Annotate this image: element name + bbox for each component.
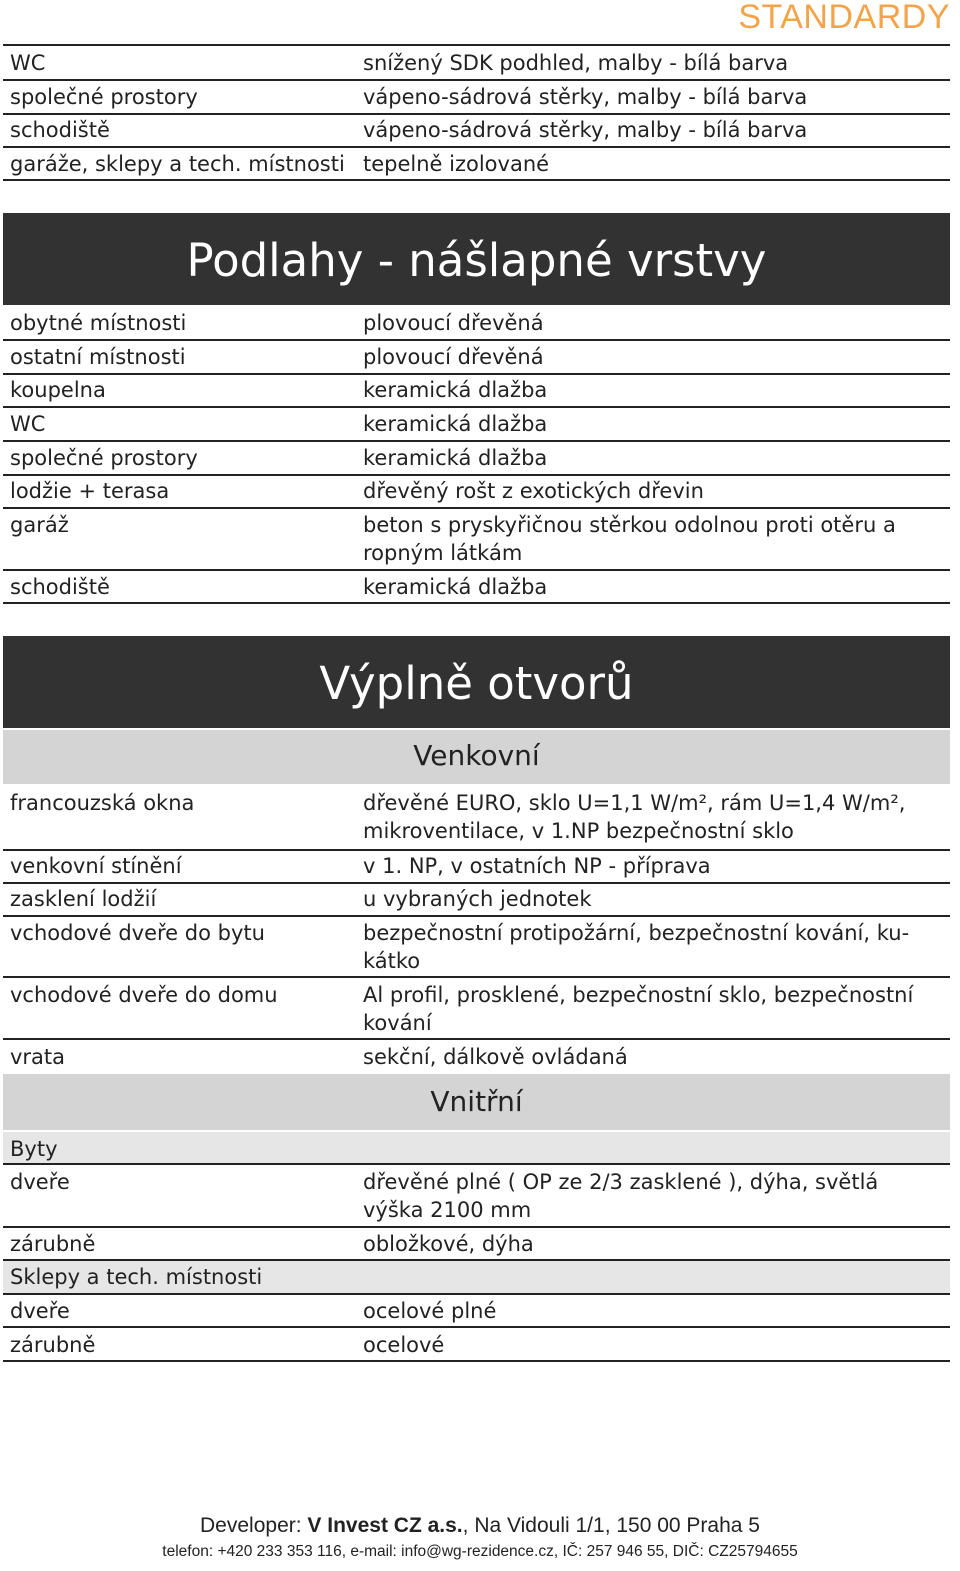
- opening-label: francouzská okna: [10, 791, 195, 815]
- opening-label: dveře: [10, 1299, 70, 1323]
- row-divider: [3, 1360, 950, 1362]
- ceiling-value-garage: tepelně izolované: [363, 152, 550, 176]
- row-divider: [3, 915, 950, 917]
- ceiling-label-wc: WC: [10, 51, 46, 75]
- opening-value: obložkové, dýha: [363, 1232, 534, 1256]
- developer-prefix: Developer:: [200, 1514, 302, 1537]
- opening-value: ocelové plné: [363, 1299, 497, 1323]
- openings-title: Výplně otvorů: [319, 657, 634, 710]
- floor-label: lodžie + terasa: [10, 479, 170, 503]
- opening-label: zasklení lodžií: [10, 887, 157, 911]
- opening-value: sekční, dálkově ovládaná: [363, 1045, 628, 1069]
- row-divider: [3, 113, 950, 115]
- floor-label: ostatní místnosti: [10, 345, 186, 369]
- row-divider: [3, 882, 950, 884]
- opening-value: v 1. NP, v ostatních NP - příprava: [363, 854, 711, 878]
- interior-subheader: Vnitřní: [3, 1074, 950, 1130]
- floors-title: Podlahy - nášlapné vrstvy: [186, 234, 767, 287]
- opening-label: zárubně: [10, 1333, 96, 1357]
- floor-label: obytné místnosti: [10, 311, 187, 335]
- opening-value: dřevěné EURO, sklo U=1,1 W/m², rám U=1,4 W/m², mikroventilace, v 1.NP bezpečnostní sklo: [363, 791, 906, 843]
- ceiling-value-wc: snížený SDK podhled, malby - bílá barva: [363, 51, 789, 75]
- floor-value: beton s pryskyřičnou stěrkou odolnou proti otěru a ropným látkám: [363, 513, 896, 565]
- footer-developer: [0, 1514, 960, 1538]
- footer-contact: telefon: +420 233 353 116, e-mail: info@wg-rezidence.cz, IČ: 257 946 55, DIČ: CZ25794655: [162, 1543, 798, 1560]
- opening-label: dveře: [10, 1170, 70, 1194]
- row-divider: [3, 1326, 950, 1328]
- exterior-subheader: Venkovní: [3, 730, 950, 784]
- opening-label: vchodové dveře do bytu: [10, 921, 265, 945]
- row-divider: [3, 602, 950, 604]
- floor-value: keramická dlažba: [363, 446, 548, 470]
- floor-label: společné prostory: [10, 446, 198, 470]
- row-divider: [3, 976, 950, 978]
- floor-label: garáž: [10, 513, 69, 537]
- group-label: Sklepy a tech. místnosti: [10, 1265, 263, 1289]
- floor-label: WC: [10, 412, 46, 436]
- floor-label: koupelna: [10, 378, 106, 402]
- floor-label: schodiště: [10, 575, 110, 599]
- floors-header-band: [3, 213, 950, 305]
- floor-value: dřevěný rošt z exotických dřevin: [363, 479, 704, 503]
- row-divider: [3, 146, 950, 148]
- row-divider: [3, 1163, 950, 1165]
- opening-value: Al profil, prosklené, bezpečnostní sklo, bezpečnostní kování: [363, 983, 914, 1035]
- floor-value: keramická dlažba: [363, 575, 548, 599]
- standard-label: STANDARDY: [738, 0, 950, 36]
- developer-address: , Na Vidouli 1/1, 150 00 Praha 5: [462, 1514, 760, 1537]
- row-divider: [3, 507, 950, 509]
- row-divider: [3, 179, 950, 181]
- top-rule: [3, 44, 950, 46]
- opening-value: u vybraných jednotek: [363, 887, 592, 911]
- floor-value: plovoucí dřevěná: [363, 345, 544, 369]
- floor-value: plovoucí dřevěná: [363, 311, 544, 335]
- row-divider: [3, 849, 950, 851]
- row-divider: [3, 373, 950, 375]
- ceiling-label-stairs: schodiště: [10, 118, 110, 142]
- opening-value: dřevěné plné ( OP ze 2/3 zasklené ), dýha, světlá výška 2100 mm: [363, 1170, 879, 1222]
- row-divider: [3, 339, 950, 341]
- floor-value: keramická dlažba: [363, 412, 548, 436]
- row-divider: [3, 79, 950, 81]
- group-label: Byty: [10, 1137, 58, 1161]
- floor-value: keramická dlažba: [363, 378, 548, 402]
- row-divider: [3, 474, 950, 476]
- group-row-byty: [3, 1132, 950, 1164]
- row-divider: [3, 1293, 950, 1295]
- row-divider: [3, 440, 950, 442]
- opening-label: vrata: [10, 1045, 66, 1069]
- opening-label: vchodové dveře do domu: [10, 983, 278, 1007]
- opening-value: bezpečnostní protipožární, bezpečnostní kování, ku-kátko: [363, 921, 910, 973]
- opening-label: venkovní stínění: [10, 854, 182, 878]
- ceiling-label-garage: garáže, sklepy a tech. místnosti: [10, 152, 345, 176]
- row-divider: [3, 1226, 950, 1228]
- openings-header-band: [3, 636, 950, 728]
- opening-value: ocelové: [363, 1333, 445, 1357]
- opening-label: zárubně: [10, 1232, 96, 1256]
- row-divider: [3, 406, 950, 408]
- ceiling-value-stairs: vápeno-sádrová stěrky, malby - bílá barva: [363, 118, 808, 142]
- row-divider: [3, 1038, 950, 1040]
- developer-name: V Invest CZ a.s.: [307, 1514, 463, 1537]
- ceiling-value-common: vápeno-sádrová stěrky, malby - bílá barva: [363, 85, 808, 109]
- row-divider: [3, 569, 950, 571]
- ceiling-label-common: společné prostory: [10, 85, 198, 109]
